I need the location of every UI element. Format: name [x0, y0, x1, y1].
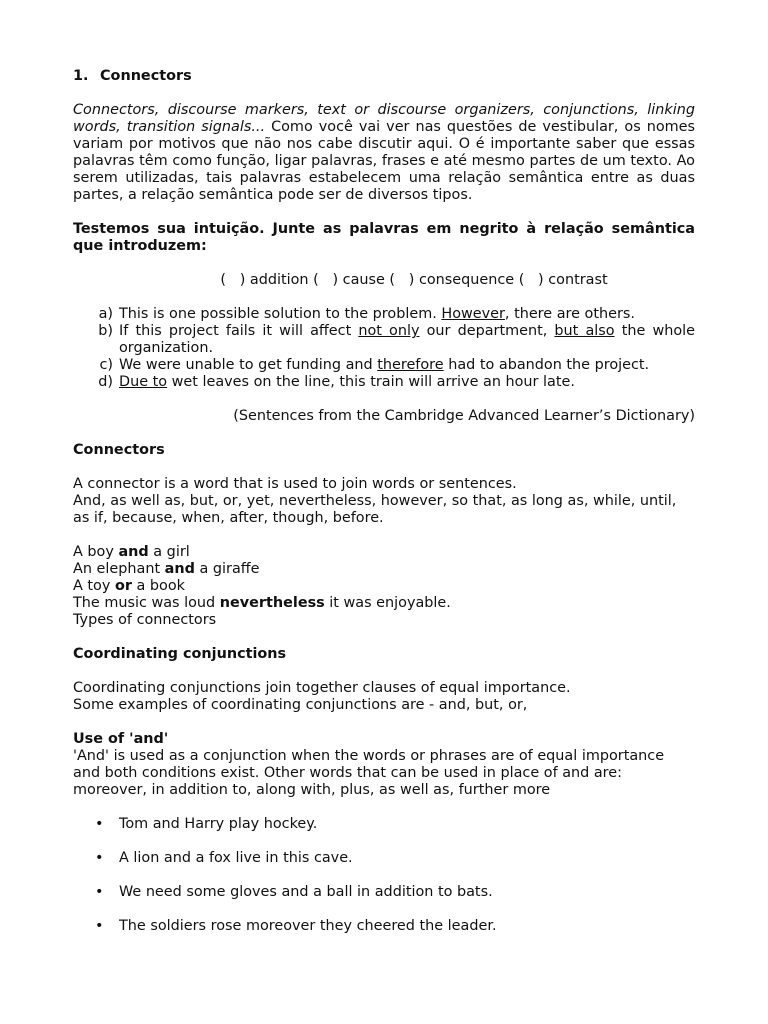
section-title-text: Connectors — [100, 68, 192, 84]
connector-list: And, as well as, but, or, yet, nevertheless, however, so that, as long as, while, until, as if, because, when, after, though, before. — [73, 493, 677, 526]
sentence-label: d) — [98, 374, 113, 390]
sentence-item — [73, 306, 695, 323]
example-line: A toy or a book — [73, 578, 185, 594]
section-title — [73, 68, 695, 85]
example-bullet-list — [73, 816, 695, 935]
bullet-glyph: • — [95, 884, 104, 900]
use-and-heading: Use of 'and' — [73, 731, 169, 747]
coordinating-line-1: Coordinating conjunctions join together clauses of equal importance. — [73, 680, 571, 696]
sentence-text: If this project fails it will affect not only our department, but also the whole organization. — [119, 323, 695, 356]
example-line: The music was loud nevertheless it was enjoyable. — [73, 595, 451, 611]
underlined-connector: However — [441, 306, 505, 322]
bullet-text: A lion and a fox live in this cave. — [119, 850, 353, 866]
use-and-text: 'And' is used as a conjunction when the words or phrases are of equal importance and both conditions exist. Other words that can be used in place of and are: moreover, in addition to, along with, plus, as well as, further more — [73, 748, 665, 798]
example-connector: nevertheless — [219, 595, 325, 611]
sentence-text: This is one possible solution to the problem. However, there are others. — [119, 306, 635, 322]
example-connector: and — [164, 561, 195, 577]
intro-paragraph — [73, 102, 695, 204]
bullet-item — [73, 918, 695, 935]
options-line: ( ) addition ( ) cause ( ) consequence ( ) contrast — [220, 272, 608, 288]
source-note: (Sentences from the Cambridge Advanced Learner’s Dictionary) — [233, 408, 695, 424]
coordinating-line-2: Some examples of coordinating conjunctions are - and, but, or, — [73, 697, 528, 713]
sentence-label: c) — [99, 357, 113, 373]
sentence-label: a) — [98, 306, 113, 322]
bullet-text: The soldiers rose moreover they cheered the leader. — [119, 918, 497, 934]
bullet-glyph: • — [95, 918, 104, 934]
example-line: A boy and a girl — [73, 544, 190, 560]
example-connector: or — [114, 578, 132, 594]
bullet-glyph: • — [95, 816, 104, 832]
intro-italic: Connectors, discourse markers, text or discourse organizers, conjunctions, linking words, transition signals... — [73, 102, 695, 135]
bullet-item — [73, 850, 695, 867]
connectors-heading: Connectors — [73, 442, 165, 458]
bullet-item — [73, 884, 695, 901]
bullet-glyph: • — [95, 850, 104, 866]
bullet-text: We need some gloves and a ball in addition to bats. — [119, 884, 493, 900]
sentence-list — [73, 306, 695, 391]
underlined-connector: not only — [358, 323, 420, 339]
coordinating-heading: Coordinating conjunctions — [73, 646, 287, 662]
sentence-text: We were unable to get funding and therefore had to abandon the project. — [119, 357, 650, 373]
underlined-connector: but also — [554, 323, 615, 339]
exercise-heading: Testemos sua intuição. Junte as palavras em negrito à relação semântica que introduzem: — [73, 221, 695, 254]
sentence-text: Due to wet leaves on the line, this train will arrive an hour late. — [119, 374, 575, 390]
bullet-item — [73, 816, 695, 833]
sentence-item — [73, 357, 695, 374]
sentence-item — [73, 374, 695, 391]
intro-rest: Como você vai ver nas questões de vestibular, os nomes variam por motivos que não nos cabe discutir aqui. O é importante saber que essas palavras têm como função, ligar palavras, frases e até mesmo partes de um texto. Ao serem utilizadas, tais palavras estabelecem uma relação semântica entre as duas partes, a relação semântica pode ser de diversos tipos. — [73, 119, 695, 203]
sentence-item — [73, 323, 695, 357]
example-line: An elephant and a giraffe — [73, 561, 260, 577]
types-line: Types of connectors — [73, 612, 217, 628]
document-content — [73, 68, 695, 952]
bullet-text: Tom and Harry play hockey. — [119, 816, 318, 832]
underlined-connector: Due to — [119, 374, 168, 390]
underlined-connector: therefore — [377, 357, 444, 373]
sentence-label: b) — [98, 323, 113, 339]
example-connector: and — [118, 544, 149, 560]
section-number: 1. — [73, 68, 89, 84]
connector-definition: A connector is a word that is used to join words or sentences. — [73, 476, 517, 492]
